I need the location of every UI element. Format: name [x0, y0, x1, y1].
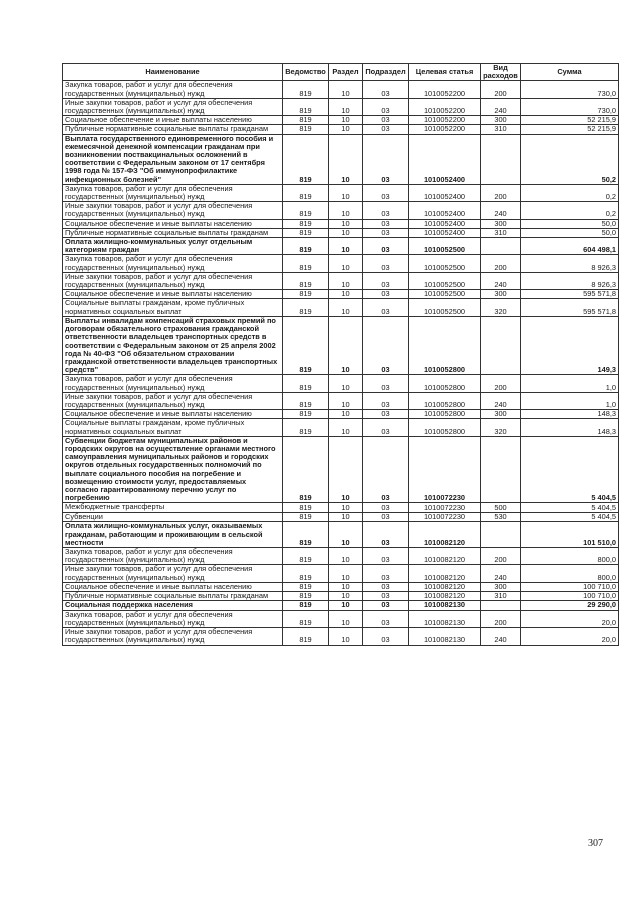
- cell-target-article: 1010072230: [409, 512, 481, 522]
- cell-department: 819: [283, 375, 329, 392]
- cell-section: 10: [329, 290, 363, 299]
- cell-section: 10: [329, 375, 363, 392]
- cell-name: Социальные выплаты гражданам, кроме публичных нормативных социальных выплат: [63, 419, 283, 436]
- cell-sum: 148,3: [521, 419, 619, 436]
- cell-subsection: 03: [363, 219, 409, 228]
- table-row: [63, 238, 619, 255]
- header-row: [63, 64, 619, 81]
- table-row: [63, 522, 619, 548]
- cell-target-article: 1010052400: [409, 228, 481, 237]
- cell-name: Закупка товаров, работ и услуг для обеспечения государственных (муниципальных) нужд: [63, 375, 283, 392]
- cell-department: 819: [283, 81, 329, 98]
- cell-subsection: 03: [363, 601, 409, 611]
- cell-target-article: 1010072230: [409, 503, 481, 513]
- cell-target-article: 1010052400: [409, 134, 481, 184]
- cell-expense-type: [481, 238, 521, 255]
- cell-target-article: 1010052800: [409, 316, 481, 374]
- cell-target-article: 1010082120: [409, 547, 481, 564]
- cell-department: 819: [283, 184, 329, 201]
- page-number: 307: [588, 838, 603, 849]
- cell-expense-type: 300: [481, 410, 521, 419]
- cell-target-article: 1010052500: [409, 299, 481, 316]
- cell-expense-type: 240: [481, 392, 521, 409]
- cell-section: 10: [329, 202, 363, 219]
- cell-target-article: 1010082120: [409, 582, 481, 591]
- cell-department: 819: [283, 125, 329, 134]
- cell-expense-type: [481, 522, 521, 548]
- cell-sum: 730,0: [521, 98, 619, 115]
- cell-name: Межбюджетные трансферты: [63, 503, 283, 513]
- cell-subsection: 03: [363, 375, 409, 392]
- cell-name: Иные закупки товаров, работ и услуг для обеспечения государственных (муниципальных) нужд: [63, 628, 283, 645]
- cell-name: Иные закупки товаров, работ и услуг для обеспечения государственных (муниципальных) нужд: [63, 392, 283, 409]
- table-row: [63, 219, 619, 228]
- cell-sum: 595 571,8: [521, 290, 619, 299]
- cell-expense-type: 240: [481, 628, 521, 645]
- cell-target-article: 1010052800: [409, 410, 481, 419]
- cell-subsection: 03: [363, 272, 409, 289]
- cell-department: 819: [283, 582, 329, 591]
- cell-subsection: 03: [363, 290, 409, 299]
- cell-subsection: 03: [363, 547, 409, 564]
- cell-department: 819: [283, 565, 329, 582]
- cell-department: 819: [283, 98, 329, 115]
- cell-expense-type: [481, 436, 521, 503]
- table-row: [63, 628, 619, 645]
- cell-name: Закупка товаров, работ и услуг для обеспечения государственных (муниципальных) нужд: [63, 81, 283, 98]
- cell-sum: 1,0: [521, 392, 619, 409]
- table-row: [63, 255, 619, 272]
- cell-expense-type: 240: [481, 202, 521, 219]
- cell-section: 10: [329, 601, 363, 611]
- cell-section: 10: [329, 125, 363, 134]
- cell-sum: 101 510,0: [521, 522, 619, 548]
- cell-target-article: 1010052800: [409, 392, 481, 409]
- cell-subsection: 03: [363, 610, 409, 627]
- table-row: [63, 299, 619, 316]
- table-row: [63, 116, 619, 125]
- cell-sum: 0,2: [521, 184, 619, 201]
- cell-expense-type: 240: [481, 565, 521, 582]
- cell-department: 819: [283, 228, 329, 237]
- cell-section: 10: [329, 134, 363, 184]
- cell-name: Публичные нормативные социальные выплаты гражданам: [63, 591, 283, 600]
- header-name: Наименование: [63, 64, 283, 81]
- cell-name: Иные закупки товаров, работ и услуг для обеспечения государственных (муниципальных) нужд: [63, 565, 283, 582]
- cell-name: Иные закупки товаров, работ и услуг для обеспечения государственных (муниципальных) нужд: [63, 98, 283, 115]
- cell-name: Субвенции: [63, 512, 283, 522]
- cell-name: Оплата жилищно-коммунальных услуг отдельным категориям граждан: [63, 238, 283, 255]
- table-row: [63, 125, 619, 134]
- cell-sum: 149,3: [521, 316, 619, 374]
- cell-subsection: 03: [363, 81, 409, 98]
- cell-department: 819: [283, 591, 329, 600]
- cell-name: Иные закупки товаров, работ и услуг для обеспечения государственных (муниципальных) нужд: [63, 272, 283, 289]
- table-row: [63, 565, 619, 582]
- cell-sum: 800,0: [521, 547, 619, 564]
- table-row: [63, 98, 619, 115]
- cell-name: Субвенции бюджетам муниципальных районов и городских округов на осуществление органами местного самоуправления муниципальных районов и городских округов отдельных государственных полномочий по выплате социального пособия на погребение и возмещению стоимости услуг, предоставляемых согласно гарантированному перечню услуг по погребению: [63, 436, 283, 503]
- cell-subsection: 03: [363, 116, 409, 125]
- cell-expense-type: 240: [481, 98, 521, 115]
- table-row: [63, 202, 619, 219]
- cell-department: 819: [283, 522, 329, 548]
- cell-section: 10: [329, 272, 363, 289]
- cell-department: 819: [283, 410, 329, 419]
- cell-subsection: 03: [363, 228, 409, 237]
- cell-department: 819: [283, 436, 329, 503]
- cell-subsection: 03: [363, 582, 409, 591]
- cell-target-article: 1010082130: [409, 610, 481, 627]
- cell-department: 819: [283, 238, 329, 255]
- table-body: [63, 81, 619, 645]
- cell-department: 819: [283, 512, 329, 522]
- cell-department: 819: [283, 116, 329, 125]
- cell-section: 10: [329, 610, 363, 627]
- cell-section: 10: [329, 628, 363, 645]
- budget-table: [62, 63, 619, 646]
- cell-name: Публичные нормативные социальные выплаты гражданам: [63, 228, 283, 237]
- cell-target-article: 1010082130: [409, 628, 481, 645]
- table-row: [63, 591, 619, 600]
- cell-section: 10: [329, 547, 363, 564]
- cell-subsection: 03: [363, 98, 409, 115]
- cell-section: 10: [329, 419, 363, 436]
- cell-name: Публичные нормативные социальные выплаты гражданам: [63, 125, 283, 134]
- cell-target-article: 1010052200: [409, 125, 481, 134]
- cell-name: Иные закупки товаров, работ и услуг для обеспечения государственных (муниципальных) нужд: [63, 202, 283, 219]
- cell-sum: 800,0: [521, 565, 619, 582]
- cell-target-article: 1010052500: [409, 272, 481, 289]
- cell-department: 819: [283, 419, 329, 436]
- cell-department: 819: [283, 392, 329, 409]
- cell-sum: 20,0: [521, 610, 619, 627]
- cell-section: 10: [329, 81, 363, 98]
- cell-section: 10: [329, 238, 363, 255]
- table-row: [63, 290, 619, 299]
- cell-target-article: 1010052400: [409, 219, 481, 228]
- cell-name: Социальная поддержка населения: [63, 601, 283, 611]
- cell-target-article: 1010082120: [409, 591, 481, 600]
- cell-department: 819: [283, 628, 329, 645]
- cell-department: 819: [283, 610, 329, 627]
- cell-name: Закупка товаров, работ и услуг для обеспечения государственных (муниципальных) нужд: [63, 255, 283, 272]
- cell-subsection: 03: [363, 436, 409, 503]
- cell-section: 10: [329, 512, 363, 522]
- cell-name: Выплата государственного единовременного пособия и ежемесячной денежной компенсации гражданам при возникновении поствакцинальных осложнений в соответствии с Федеральным законом от 17 сентября 1998 года № 157-ФЗ "Об иммунопрофилактике инфекционных болезней": [63, 134, 283, 184]
- cell-expense-type: 320: [481, 299, 521, 316]
- table-row: [63, 503, 619, 513]
- cell-target-article: 1010082120: [409, 522, 481, 548]
- cell-expense-type: 300: [481, 116, 521, 125]
- cell-expense-type: 530: [481, 512, 521, 522]
- cell-section: 10: [329, 219, 363, 228]
- cell-subsection: 03: [363, 255, 409, 272]
- cell-expense-type: 310: [481, 591, 521, 600]
- cell-sum: 730,0: [521, 81, 619, 98]
- table-row: [63, 610, 619, 627]
- cell-section: 10: [329, 98, 363, 115]
- table-row: [63, 512, 619, 522]
- cell-expense-type: [481, 601, 521, 611]
- cell-target-article: 1010082130: [409, 601, 481, 611]
- cell-expense-type: 310: [481, 125, 521, 134]
- cell-expense-type: 300: [481, 219, 521, 228]
- cell-department: 819: [283, 202, 329, 219]
- cell-sum: 8 926,3: [521, 255, 619, 272]
- cell-target-article: 1010052400: [409, 184, 481, 201]
- cell-sum: 50,0: [521, 228, 619, 237]
- cell-name: Социальное обеспечение и иные выплаты населению: [63, 582, 283, 591]
- header-section: Раздел: [329, 64, 363, 81]
- cell-sum: 5 404,5: [521, 512, 619, 522]
- table-row: [63, 228, 619, 237]
- cell-expense-type: 200: [481, 375, 521, 392]
- cell-expense-type: [481, 134, 521, 184]
- cell-department: 819: [283, 601, 329, 611]
- cell-name: Закупка товаров, работ и услуг для обеспечения государственных (муниципальных) нужд: [63, 610, 283, 627]
- table-row: [63, 184, 619, 201]
- table-row: [63, 601, 619, 611]
- cell-subsection: 03: [363, 134, 409, 184]
- table-header: [63, 64, 619, 81]
- cell-section: 10: [329, 392, 363, 409]
- cell-expense-type: 300: [481, 582, 521, 591]
- cell-target-article: 1010052800: [409, 375, 481, 392]
- header-target-article: Целевая статья: [409, 64, 481, 81]
- cell-subsection: 03: [363, 238, 409, 255]
- cell-section: 10: [329, 410, 363, 419]
- cell-subsection: 03: [363, 184, 409, 201]
- cell-sum: 50,2: [521, 134, 619, 184]
- cell-department: 819: [283, 219, 329, 228]
- cell-subsection: 03: [363, 522, 409, 548]
- table-row: [63, 134, 619, 184]
- cell-subsection: 03: [363, 392, 409, 409]
- cell-subsection: 03: [363, 565, 409, 582]
- table-row: [63, 81, 619, 98]
- cell-name: Оплата жилищно-коммунальных услуг, оказываемых гражданам, работающим и проживающим в сельской местности: [63, 522, 283, 548]
- cell-name: Социальное обеспечение и иные выплаты населению: [63, 410, 283, 419]
- cell-section: 10: [329, 522, 363, 548]
- cell-section: 10: [329, 565, 363, 582]
- cell-target-article: 1010052800: [409, 419, 481, 436]
- cell-expense-type: 200: [481, 184, 521, 201]
- cell-name: Социальное обеспечение и иные выплаты населению: [63, 219, 283, 228]
- cell-expense-type: 200: [481, 547, 521, 564]
- cell-expense-type: 200: [481, 81, 521, 98]
- cell-expense-type: 200: [481, 255, 521, 272]
- cell-sum: 8 926,3: [521, 272, 619, 289]
- table-row: [63, 547, 619, 564]
- cell-section: 10: [329, 316, 363, 374]
- cell-sum: 148,3: [521, 410, 619, 419]
- cell-name: Социальное обеспечение и иные выплаты населению: [63, 290, 283, 299]
- cell-subsection: 03: [363, 316, 409, 374]
- cell-sum: 50,0: [521, 219, 619, 228]
- cell-sum: 5 404,5: [521, 503, 619, 513]
- cell-department: 819: [283, 272, 329, 289]
- cell-department: 819: [283, 134, 329, 184]
- cell-name: Социальные выплаты гражданам, кроме публичных нормативных социальных выплат: [63, 299, 283, 316]
- cell-target-article: 1010052400: [409, 202, 481, 219]
- cell-section: 10: [329, 436, 363, 503]
- cell-subsection: 03: [363, 503, 409, 513]
- cell-subsection: 03: [363, 125, 409, 134]
- cell-department: 819: [283, 299, 329, 316]
- table-row: [63, 419, 619, 436]
- cell-section: 10: [329, 228, 363, 237]
- cell-department: 819: [283, 290, 329, 299]
- cell-sum: 5 404,5: [521, 436, 619, 503]
- cell-expense-type: 240: [481, 272, 521, 289]
- cell-sum: 1,0: [521, 375, 619, 392]
- cell-department: 819: [283, 316, 329, 374]
- cell-subsection: 03: [363, 419, 409, 436]
- cell-name: Закупка товаров, работ и услуг для обеспечения государственных (муниципальных) нужд: [63, 184, 283, 201]
- header-expense-type: Вид расходов: [481, 64, 521, 81]
- cell-sum: 604 498,1: [521, 238, 619, 255]
- cell-target-article: 1010072230: [409, 436, 481, 503]
- cell-section: 10: [329, 582, 363, 591]
- table-row: [63, 436, 619, 503]
- table-row: [63, 375, 619, 392]
- table-row: [63, 316, 619, 374]
- cell-sum: 595 571,8: [521, 299, 619, 316]
- cell-expense-type: 320: [481, 419, 521, 436]
- table-row: [63, 392, 619, 409]
- header-sum: Сумма: [521, 64, 619, 81]
- cell-expense-type: 500: [481, 503, 521, 513]
- cell-sum: 29 290,0: [521, 601, 619, 611]
- cell-sum: 100 710,0: [521, 582, 619, 591]
- cell-target-article: 1010052200: [409, 116, 481, 125]
- cell-department: 819: [283, 255, 329, 272]
- cell-department: 819: [283, 547, 329, 564]
- cell-target-article: 1010052200: [409, 81, 481, 98]
- cell-expense-type: [481, 316, 521, 374]
- cell-subsection: 03: [363, 202, 409, 219]
- cell-department: 819: [283, 503, 329, 513]
- table-row: [63, 582, 619, 591]
- cell-sum: 20,0: [521, 628, 619, 645]
- cell-subsection: 03: [363, 591, 409, 600]
- cell-subsection: 03: [363, 299, 409, 316]
- cell-section: 10: [329, 116, 363, 125]
- cell-name: Выплаты инвалидам компенсаций страховых премий по договорам обязательного страхования гражданской ответственности владельцев транспортных средств в соответствии с Федеральным законом от 25 апреля 2002 года № 40-ФЗ "Об обязательном страховании гражданской ответственности владельцев транспортных средств": [63, 316, 283, 374]
- cell-sum: 0,2: [521, 202, 619, 219]
- cell-expense-type: 200: [481, 610, 521, 627]
- cell-section: 10: [329, 255, 363, 272]
- cell-section: 10: [329, 591, 363, 600]
- cell-sum: 52 215,9: [521, 116, 619, 125]
- cell-target-article: 1010052500: [409, 290, 481, 299]
- header-department: Ведомство: [283, 64, 329, 81]
- table-row: [63, 272, 619, 289]
- table-row: [63, 410, 619, 419]
- cell-target-article: 1010052500: [409, 255, 481, 272]
- header-subsection: Подраздел: [363, 64, 409, 81]
- cell-subsection: 03: [363, 628, 409, 645]
- cell-subsection: 03: [363, 410, 409, 419]
- cell-section: 10: [329, 503, 363, 513]
- cell-section: 10: [329, 184, 363, 201]
- cell-sum: 52 215,9: [521, 125, 619, 134]
- cell-expense-type: 310: [481, 228, 521, 237]
- cell-target-article: 1010052500: [409, 238, 481, 255]
- cell-sum: 100 710,0: [521, 591, 619, 600]
- cell-target-article: 1010082120: [409, 565, 481, 582]
- cell-name: Закупка товаров, работ и услуг для обеспечения государственных (муниципальных) нужд: [63, 547, 283, 564]
- cell-section: 10: [329, 299, 363, 316]
- cell-target-article: 1010052200: [409, 98, 481, 115]
- cell-subsection: 03: [363, 512, 409, 522]
- cell-expense-type: 300: [481, 290, 521, 299]
- cell-name: Социальное обеспечение и иные выплаты населению: [63, 116, 283, 125]
